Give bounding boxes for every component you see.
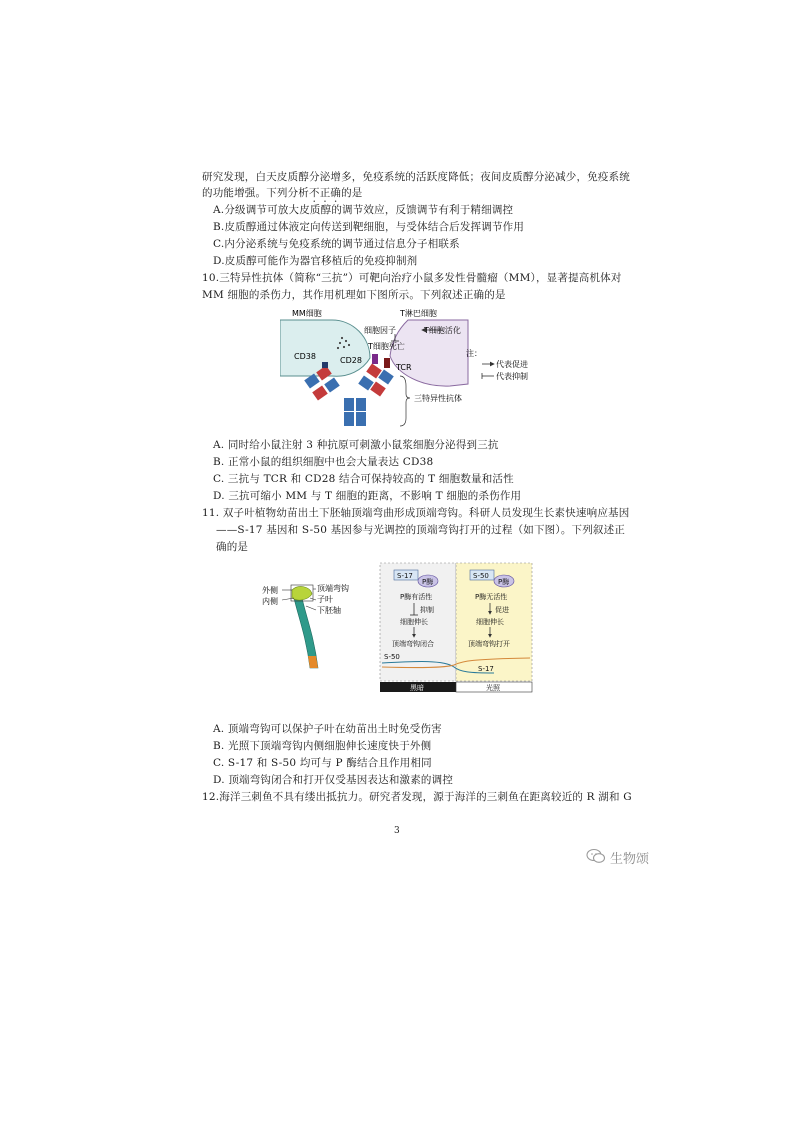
light-regulation-figure	[378, 561, 534, 693]
q11-option-d: D. 顶端弯钩闭合和打开仅受基因表达和激素的调控	[213, 774, 454, 786]
q9-option-c: C.内分泌系统与免疫系统的调节通过信息分子相联系	[213, 238, 460, 250]
watermark-text: 生物颂	[610, 852, 650, 867]
hook-label: 顶端弯钩	[317, 584, 349, 593]
q10-option-b: B. 正常小鼠的组织细胞中也会大量表达 CD38	[213, 456, 434, 468]
cd28-label: CD28	[340, 356, 362, 365]
q9-option-b: B.皮质醇通过体液定向传送到靶细胞，与受体结合后发挥调节作用	[213, 221, 525, 233]
inner-label: 内侧	[262, 597, 278, 606]
t-death-label: T细胞死亡	[368, 342, 405, 351]
s17-curve-label: S-17	[478, 665, 494, 673]
legend-inhibit-label: 代表抑制	[496, 372, 528, 381]
q10-stem-1: 10.三特异性抗体（简称“三抗”）可靶向治疗小鼠多发性骨髓瘤（MM），显著提高机体对	[202, 272, 622, 284]
q10-option-a: A. 同时给小鼠注射 3 种抗原可刺激小鼠浆细胞分泌得到三抗	[213, 439, 499, 451]
q12-stem: 12.海洋三刺鱼不具有缕出抵抗力。研究者发现，源于海洋的三刺鱼在距离较近的 R 湖和 G	[202, 791, 632, 803]
mm-cell-label: MM细胞	[292, 309, 322, 318]
q11-stem-3: 确的是	[216, 541, 249, 553]
note-label: 注：	[466, 349, 482, 358]
cell-elong-label-dark: 细胞伸长	[400, 618, 428, 626]
q9-option-a: A.分级调节可放大皮质醇的调节效应，反馈调节有利于精细调控	[213, 204, 514, 216]
antibody-label: 三特异性抗体	[414, 394, 462, 403]
legend-promote-label: 代表促进	[496, 360, 528, 369]
s50-label-light: S-50	[473, 572, 489, 580]
cotyledon-shape	[292, 587, 312, 601]
cd38-receptor	[322, 362, 328, 368]
promote-label: 促进	[495, 606, 509, 614]
q11-option-a: A. 顶端弯钩可以保护子叶在幼苗出土时免受伤害	[213, 723, 442, 735]
q10-option-c: C. 三抗与 TCR 和 CD28 结合可保持较高的 T 细胞数量和活性	[213, 473, 514, 485]
cd38-label: CD38	[294, 352, 316, 361]
intro-emphasis: 不正确	[309, 187, 342, 199]
intro-tail: 的是	[341, 187, 363, 199]
q10-option-d: D. 三抗可缩小 MM 与 T 细胞的距离，不影响 T 细胞的杀伤作用	[213, 490, 522, 502]
q11-option-b: B. 光照下顶端弯钩内侧细胞伸长速度快于外侧	[213, 740, 432, 752]
antibody-mechanism-figure	[280, 306, 540, 436]
dark-active-label: P酶有活性	[400, 593, 433, 601]
dark-label: 黑暗	[410, 684, 424, 692]
q10-stem-2: MM 细胞的杀伤力，其作用机理如下图所示。下列叙述正确的是	[202, 289, 506, 301]
hypocotyl-label: 下胚轴	[317, 606, 341, 615]
t-cell-label: T淋巴细胞	[400, 309, 437, 318]
page-number: 3	[394, 826, 400, 836]
q11-stem-1: 11. 双子叶植物幼苗出土下胚轴顶端弯曲形成顶端弯钩。科研人员发现生长素快速响应基因	[202, 507, 630, 519]
light-inactive-label: P酶无活性	[475, 593, 508, 601]
outer-label: 外侧	[262, 586, 278, 595]
q11-stem-2: ——S-17 基因和 S-50 基因参与光调控的顶端弯钩打开的过程（如下图）。下列叙述正	[216, 524, 626, 536]
p-enzyme-label-light: P酶	[498, 578, 510, 586]
t-activation-label: T细胞活化	[424, 326, 461, 335]
cotyledon-label: 子叶	[317, 595, 333, 604]
q9-option-d: D.皮质醇可能作为器官移植后的免疫抑制剂	[213, 255, 418, 267]
cell-elong-label-light: 细胞伸长	[476, 618, 504, 626]
inhibit-label: 抑制	[420, 606, 434, 614]
intro-line-1: 研究发现，白天皮质醇分泌增多，免疫系统的活跃度降低；夜间皮质醇分泌减少，免疫系统	[202, 171, 630, 183]
tcr-label: TCR	[396, 363, 412, 372]
tcr-receptor	[384, 358, 390, 368]
q11-option-c: C. S-17 和 S-50 均可与 P 酶结合且作用相同	[213, 757, 432, 769]
p-enzyme-label-dark: P酶	[422, 578, 434, 586]
s17-label-dark: S-17	[397, 572, 413, 580]
light-label: 光照	[486, 684, 500, 692]
wechat-icon	[586, 848, 606, 864]
hook-open-label: 顶端弯钩打开	[468, 640, 510, 648]
s50-curve-label: S-50	[384, 653, 400, 661]
intro-line-2-text: 的功能增强。下列分析	[202, 187, 309, 199]
seedling-figure	[262, 576, 362, 676]
cd28-receptor	[372, 354, 378, 364]
hook-close-label: 顶端弯钩闭合	[392, 640, 434, 648]
cytokine-label: 细胞因子	[364, 326, 396, 335]
